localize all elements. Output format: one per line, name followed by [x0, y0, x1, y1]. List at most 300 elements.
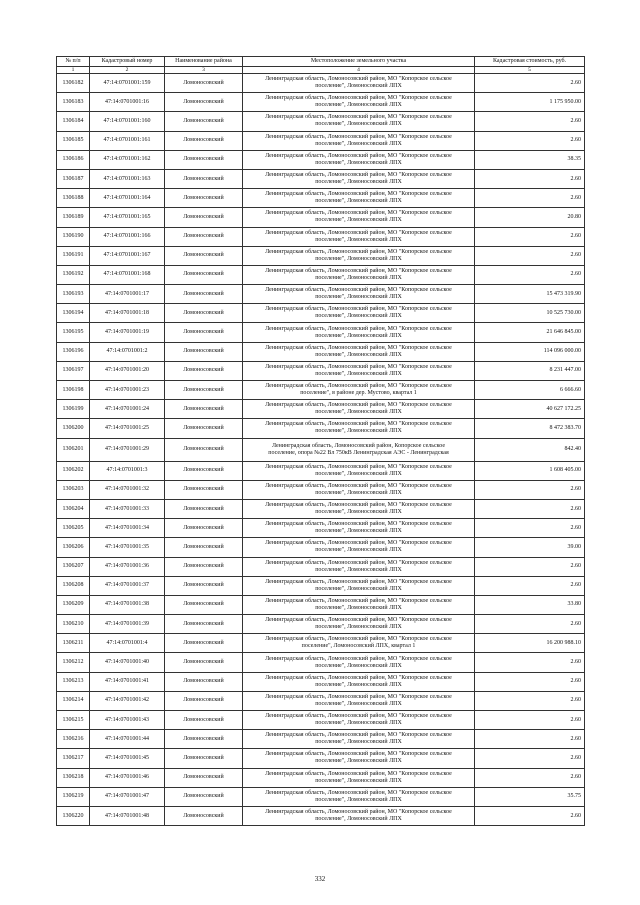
location-line-2: поселение", Ломоносовский ЛПХ [315, 662, 402, 669]
location-line-2: поселение", Ломоносовский ЛПХ [315, 121, 402, 128]
location-line-2: поселение", Ломоносовский ЛПХ [315, 159, 402, 166]
row-number: 1306212 [57, 653, 90, 672]
location-line-1: Ленинградская область, Ломоносовский район, МО "Копорское сельское [265, 578, 452, 585]
cadastral-value: 6 666.60 [475, 381, 585, 400]
location-line-1: Ленинградская область, Ломоносовский район, МО "Копорское сельское [265, 402, 452, 409]
location-line-1: Ленинградская область, Ломоносовский район, МО "Копорское сельское [265, 540, 452, 547]
location-line-1: Ленинградская область, Ломоносовский район, МО "Копорское сельское [265, 152, 452, 159]
cadastral-value: 21 646 845.00 [475, 323, 585, 342]
cadastral-number: 47:14:0701001:163 [90, 169, 165, 188]
location-line-2: поселение", Ломоносовский ЛПХ [315, 585, 402, 592]
cadastral-number: 47:14:0701001:18 [90, 304, 165, 323]
location-line-1: Ленинградская область, Ломоносовский район, МО "Копорское сельское [265, 502, 452, 509]
location-line-2: поселение", Ломоносовский ЛПХ [315, 547, 402, 554]
row-number: 1306189 [57, 208, 90, 227]
cadastral-value: 2.60 [475, 74, 585, 93]
location [243, 768, 475, 787]
location [243, 304, 475, 323]
location [243, 730, 475, 749]
location-line-1: Ленинградская область, Ломоносовский район, МО "Копорское сельское [265, 306, 452, 313]
table-row [57, 806, 585, 825]
row-number: 1306220 [57, 806, 90, 825]
table-row [57, 419, 585, 438]
cadastral-value: 2.60 [475, 265, 585, 284]
district-name: Ломоносовский [165, 672, 243, 691]
location-line-1: Ленинградская область, Ломоносовский район, МО "Копорское сельское [265, 172, 452, 179]
cadastral-value: 15 473 319.90 [475, 285, 585, 304]
row-number: 1306186 [57, 150, 90, 169]
district-name: Ломоносовский [165, 653, 243, 672]
cadastral-number: 47:14:0701001:33 [90, 499, 165, 518]
district-name: Ломоносовский [165, 227, 243, 246]
location-line-1: Ленинградская область, Ломоносовский район, МО "Копорское сельское [265, 770, 452, 777]
district-name: Ломоносовский [165, 381, 243, 400]
header-cadastral-number: Кадастровый номер [90, 57, 165, 67]
location-line-2: поселение", Ломоносовский ЛПХ [315, 777, 402, 784]
cadastral-number: 47:14:0701001:25 [90, 419, 165, 438]
header-number: № п/п [57, 57, 90, 67]
table-row [57, 74, 585, 93]
location [243, 538, 475, 557]
row-number: 1306218 [57, 768, 90, 787]
district-name: Ломоносовский [165, 342, 243, 361]
cadastral-number: 47:14:0701001:16 [90, 93, 165, 112]
table-row [57, 112, 585, 131]
location [243, 711, 475, 730]
row-number: 1306215 [57, 711, 90, 730]
location [243, 189, 475, 208]
cadastral-number: 47:14:0701001:159 [90, 74, 165, 93]
location [243, 806, 475, 825]
cadastral-number: 47:14:0701001:161 [90, 131, 165, 150]
location [243, 480, 475, 499]
district-name: Ломоносовский [165, 499, 243, 518]
table-row [57, 438, 585, 461]
row-number: 1306200 [57, 419, 90, 438]
row-number: 1306213 [57, 672, 90, 691]
page-number: 332 [314, 875, 326, 883]
location [243, 112, 475, 131]
row-number: 1306198 [57, 381, 90, 400]
location [243, 227, 475, 246]
location-line-2: поселение", Ломоносовский ЛПХ [315, 198, 402, 205]
district-name: Ломоносовский [165, 691, 243, 710]
location [243, 749, 475, 768]
cadastral-value: 2.60 [475, 499, 585, 518]
row-number: 1306185 [57, 131, 90, 150]
row-number: 1306191 [57, 246, 90, 265]
location [243, 150, 475, 169]
location-line-1: Ленинградская область, Ломоносовский район, МО "Копорское сельское [265, 210, 452, 217]
table-row [57, 246, 585, 265]
location-line-1: Ленинградская область, Ломоносовский район, МО "Копорское сельское [265, 133, 452, 140]
table-row [57, 480, 585, 499]
district-name: Ломоносовский [165, 189, 243, 208]
location-line-1: Ленинградская область, Ломоносовский район, МО "Копорское сельское [265, 789, 452, 796]
location-line-2: поселение", Ломоносовский ЛПХ [315, 351, 402, 358]
cadastral-number: 47:14:0701001:35 [90, 538, 165, 557]
location [243, 381, 475, 400]
location [243, 672, 475, 691]
district-name: Ломоносовский [165, 150, 243, 169]
header-index-3: 3 [165, 67, 243, 74]
cadastral-number: 47:14:0701001:38 [90, 595, 165, 614]
cadastral-value-table [56, 56, 585, 826]
district-name: Ломоносовский [165, 419, 243, 438]
row-number: 1306199 [57, 400, 90, 419]
location-line-2: поселение", Ломоносовский ЛПХ [315, 409, 402, 416]
location [243, 74, 475, 93]
table-row [57, 285, 585, 304]
cadastral-number: 47:14:0701001:32 [90, 480, 165, 499]
location [243, 595, 475, 614]
row-number: 1306209 [57, 595, 90, 614]
location-line-2: поселение", Ломоносовский ЛПХ [315, 370, 402, 377]
cadastral-value: 2.60 [475, 519, 585, 538]
table-row [57, 711, 585, 730]
location-line-2: поселение", Ломоносовский ЛПХ [315, 313, 402, 320]
cadastral-number: 47:14:0701001:3 [90, 461, 165, 480]
row-number: 1306217 [57, 749, 90, 768]
table-row [57, 653, 585, 672]
location [243, 691, 475, 710]
location-line-1: Ленинградская область, Ломоносовский район, МО "Копорское сельское [265, 809, 452, 816]
location-line-2: поселение", Ломоносовский ЛПХ [315, 140, 402, 147]
location [243, 323, 475, 342]
location-line-2: поселение", Ломоносовский ЛПХ [315, 236, 402, 243]
cadastral-number: 47:14:0701001:36 [90, 557, 165, 576]
location [243, 787, 475, 806]
cadastral-value: 35.75 [475, 787, 585, 806]
district-name: Ломоносовский [165, 595, 243, 614]
district-name: Ломоносовский [165, 461, 243, 480]
cadastral-value: 1 175 950.00 [475, 93, 585, 112]
row-number: 1306216 [57, 730, 90, 749]
row-number: 1306203 [57, 480, 90, 499]
table-row [57, 304, 585, 323]
location-line-1: Ленинградская область, Ломоносовский район, МО "Копорское сельское [265, 363, 452, 370]
table-row [57, 499, 585, 518]
table-row [57, 595, 585, 614]
location-line-1: Ленинградская область, Ломоносовский район, МО "Копорское сельское [265, 421, 452, 428]
location-line-2: поселение", в районе дер. Мустово, квартал 1 [300, 390, 417, 397]
table-row [57, 169, 585, 188]
row-number: 1306197 [57, 361, 90, 380]
cadastral-number: 47:14:0701001:41 [90, 672, 165, 691]
cadastral-value: 2.60 [475, 576, 585, 595]
district-name: Ломоносовский [165, 169, 243, 188]
row-number: 1306183 [57, 93, 90, 112]
cadastral-value: 39.00 [475, 538, 585, 557]
cadastral-value: 2.60 [475, 131, 585, 150]
table-row [57, 634, 585, 653]
cadastral-value: 8 472 383.70 [475, 419, 585, 438]
cadastral-number: 47:14:0701001:37 [90, 576, 165, 595]
district-name: Ломоносовский [165, 246, 243, 265]
location [243, 93, 475, 112]
header-index-1: 1 [57, 67, 90, 74]
location-line-2: поселение", Ломоносовский ЛПХ, квартал 1 [301, 643, 416, 650]
location-line-2: поселение", Ломоносовский ЛПХ [315, 332, 402, 339]
location [243, 169, 475, 188]
cadastral-number: 47:14:0701001:168 [90, 265, 165, 284]
cadastral-value: 2.60 [475, 691, 585, 710]
row-number: 1306190 [57, 227, 90, 246]
cadastral-value: 16 200 988.10 [475, 634, 585, 653]
table-row [57, 93, 585, 112]
location-line-2: поселение, опора №22 Вл 750кВ Ленинградская АЭС - Ленинградская [268, 449, 449, 456]
table-body [57, 74, 585, 826]
cadastral-value: 2.60 [475, 768, 585, 787]
location-line-2: поселение", Ломоносовский ЛПХ [315, 509, 402, 516]
cadastral-number: 47:14:0701001:165 [90, 208, 165, 227]
location [243, 342, 475, 361]
location-line-1: Ленинградская область, Ломоносовский район, МО "Копорское сельское [265, 617, 452, 624]
district-name: Ломоносовский [165, 615, 243, 634]
district-name: Ломоносовский [165, 519, 243, 538]
location-line-2: поселение", Ломоносовский ЛПХ [315, 294, 402, 301]
location-line-1: Ленинградская область, Ломоносовский район, МО "Копорское сельское [265, 114, 452, 121]
district-name: Ломоносовский [165, 438, 243, 461]
row-number: 1306195 [57, 323, 90, 342]
cadastral-number: 47:14:0701001:4 [90, 634, 165, 653]
location [243, 634, 475, 653]
district-name: Ломоносовский [165, 749, 243, 768]
row-number: 1306204 [57, 499, 90, 518]
cadastral-number: 47:14:0701001:40 [90, 653, 165, 672]
document-page [56, 56, 584, 826]
table-row [57, 557, 585, 576]
location-line-1: Ленинградская область, Ломоносовский район, МО "Копорское сельское [265, 521, 452, 528]
cadastral-number: 47:14:0701001:166 [90, 227, 165, 246]
cadastral-value: 2.60 [475, 711, 585, 730]
location-line-2: поселение", Ломоносовский ЛПХ [315, 566, 402, 573]
location-line-1: Ленинградская область, Ломоносовский район, МО "Копорское сельское [265, 463, 452, 470]
table-row [57, 381, 585, 400]
location-line-1: Ленинградская область, Ломоносовский район, МО "Копорское сельское [265, 95, 452, 102]
header-cadastral-value: Кадастровая стоимость, руб. [475, 57, 585, 67]
location-line-1: Ленинградская область, Ломоносовский район, МО "Копорское сельское [265, 732, 452, 739]
cadastral-number: 47:14:0701001:19 [90, 323, 165, 342]
row-number: 1306211 [57, 634, 90, 653]
cadastral-value: 842.40 [475, 438, 585, 461]
location-line-2: поселение", Ломоносовский ЛПХ [315, 102, 402, 109]
location-line-2: поселение", Ломоносовский ЛПХ [315, 274, 402, 281]
cadastral-number: 47:14:0701001:160 [90, 112, 165, 131]
location [243, 208, 475, 227]
location-line-1: Ленинградская область, Ломоносовский район, МО "Копорское сельское [265, 636, 452, 643]
location-line-2: поселение", Ломоносовский ЛПХ [315, 489, 402, 496]
cadastral-value: 2.60 [475, 615, 585, 634]
location-line-2: поселение", Ломоносовский ЛПХ [315, 604, 402, 611]
cadastral-value: 114 096 000.00 [475, 342, 585, 361]
cadastral-value: 2.60 [475, 653, 585, 672]
location [243, 400, 475, 419]
location-line-1: Ленинградская область, Ломоносовский район, МО "Копорское сельское [265, 344, 452, 351]
cadastral-value: 2.60 [475, 557, 585, 576]
row-number: 1306205 [57, 519, 90, 538]
row-number: 1306193 [57, 285, 90, 304]
table-row [57, 538, 585, 557]
district-name: Ломоносовский [165, 361, 243, 380]
cadastral-number: 47:14:0701001:20 [90, 361, 165, 380]
district-name: Ломоносовский [165, 711, 243, 730]
row-number: 1306219 [57, 787, 90, 806]
district-name: Ломоносовский [165, 634, 243, 653]
cadastral-value: 2.60 [475, 730, 585, 749]
location-line-1: Ленинградская область, Ломоносовский район, Копорское сельское [271, 442, 446, 449]
cadastral-value: 2.60 [475, 112, 585, 131]
location-line-2: поселение", Ломоносовский ЛПХ [315, 796, 402, 803]
header-index-2: 2 [90, 67, 165, 74]
header-index-4: 4 [243, 67, 475, 74]
table-row [57, 323, 585, 342]
location-line-2: поселение", Ломоносовский ЛПХ [315, 816, 402, 823]
row-number: 1306214 [57, 691, 90, 710]
table-row [57, 730, 585, 749]
cadastral-number: 47:14:0701001:39 [90, 615, 165, 634]
district-name: Ломоносовский [165, 265, 243, 284]
cadastral-number: 47:14:0701001:23 [90, 381, 165, 400]
location-line-1: Ленинградская область, Ломоносовский район, МО "Копорское сельское [265, 713, 452, 720]
location-line-1: Ленинградская область, Ломоносовский район, МО "Копорское сельское [265, 751, 452, 758]
location-line-2: поселение", Ломоносовский ЛПХ [315, 739, 402, 746]
cadastral-value: 1 608 405.00 [475, 461, 585, 480]
location-line-1: Ленинградская область, Ломоносовский район, МО "Копорское сельское [265, 229, 452, 236]
location-line-2: поселение", Ломоносовский ЛПХ [315, 179, 402, 186]
row-number: 1306208 [57, 576, 90, 595]
location [243, 461, 475, 480]
cadastral-number: 47:14:0701001:24 [90, 400, 165, 419]
district-name: Ломоносовский [165, 74, 243, 93]
location-line-1: Ленинградская область, Ломоносовский район, МО "Копорское сельское [265, 383, 452, 390]
district-name: Ломоносовский [165, 768, 243, 787]
district-name: Ломоносовский [165, 557, 243, 576]
table-row [57, 400, 585, 419]
location [243, 499, 475, 518]
location-line-2: поселение", Ломоносовский ЛПХ [315, 83, 402, 90]
cadastral-value: 10 525 730.00 [475, 304, 585, 323]
location-line-1: Ленинградская область, Ломоносовский район, МО "Копорское сельское [265, 597, 452, 604]
row-number: 1306182 [57, 74, 90, 93]
district-name: Ломоносовский [165, 538, 243, 557]
district-name: Ломоносовский [165, 93, 243, 112]
location [243, 576, 475, 595]
cadastral-number: 47:14:0701001:46 [90, 768, 165, 787]
district-name: Ломоносовский [165, 400, 243, 419]
row-number: 1306201 [57, 438, 90, 461]
location-line-2: поселение", Ломоносовский ЛПХ [315, 470, 402, 477]
location-line-1: Ленинградская область, Ломоносовский район, МО "Копорское сельское [265, 287, 452, 294]
cadastral-value: 2.60 [475, 672, 585, 691]
row-number: 1306206 [57, 538, 90, 557]
district-name: Ломоносовский [165, 285, 243, 304]
location-line-2: поселение", Ломоносовский ЛПХ [315, 681, 402, 688]
header-district: Наименование района [165, 57, 243, 67]
table-row [57, 265, 585, 284]
location-line-1: Ленинградская область, Ломоносовский район, МО "Копорское сельское [265, 325, 452, 332]
location-line-2: поселение", Ломоносовский ЛПХ [315, 700, 402, 707]
cadastral-value: 40 627 172.25 [475, 400, 585, 419]
cadastral-number: 47:14:0701001:48 [90, 806, 165, 825]
cadastral-value: 2.60 [475, 189, 585, 208]
cadastral-number: 47:14:0701001:42 [90, 691, 165, 710]
district-name: Ломоносовский [165, 304, 243, 323]
table-row [57, 519, 585, 538]
cadastral-number: 47:14:0701001:44 [90, 730, 165, 749]
table-row [57, 227, 585, 246]
location-line-1: Ленинградская область, Ломоносовский район, МО "Копорское сельское [265, 191, 452, 198]
location [243, 246, 475, 265]
cadastral-value: 38.35 [475, 150, 585, 169]
table-row [57, 768, 585, 787]
row-number: 1306202 [57, 461, 90, 480]
location [243, 285, 475, 304]
location-line-1: Ленинградская область, Ломоносовский район, МО "Копорское сельское [265, 674, 452, 681]
cadastral-value: 2.60 [475, 480, 585, 499]
cadastral-value: 8 231 447.00 [475, 361, 585, 380]
location-line-1: Ленинградская область, Ломоносовский район, МО "Копорское сельское [265, 76, 452, 83]
cadastral-value: 33.80 [475, 595, 585, 614]
row-number: 1306187 [57, 169, 90, 188]
header-index-5: 5 [475, 67, 585, 74]
location-line-2: поселение", Ломоносовский ЛПХ [315, 758, 402, 765]
cadastral-number: 47:14:0701001:17 [90, 285, 165, 304]
row-number: 1306192 [57, 265, 90, 284]
location [243, 653, 475, 672]
cadastral-number: 47:14:0701001:2 [90, 342, 165, 361]
location [243, 519, 475, 538]
district-name: Ломоносовский [165, 480, 243, 499]
location-line-1: Ленинградская область, Ломоносовский район, МО "Копорское сельское [265, 559, 452, 566]
table-row [57, 131, 585, 150]
row-number: 1306196 [57, 342, 90, 361]
location-line-1: Ленинградская область, Ломоносовский район, МО "Копорское сельское [265, 248, 452, 255]
cadastral-number: 47:14:0701001:167 [90, 246, 165, 265]
district-name: Ломоносовский [165, 208, 243, 227]
table-row [57, 208, 585, 227]
table-row [57, 361, 585, 380]
location-line-2: поселение", Ломоносовский ЛПХ [315, 255, 402, 262]
cadastral-value: 2.60 [475, 227, 585, 246]
row-number: 1306207 [57, 557, 90, 576]
cadastral-number: 47:14:0701001:47 [90, 787, 165, 806]
location-line-1: Ленинградская область, Ломоносовский район, МО "Копорское сельское [265, 655, 452, 662]
location-line-2: поселение", Ломоносовский ЛПХ [315, 528, 402, 535]
cadastral-value: 20.80 [475, 208, 585, 227]
table-row [57, 189, 585, 208]
district-name: Ломоносовский [165, 131, 243, 150]
district-name: Ломоносовский [165, 576, 243, 595]
row-number: 1306184 [57, 112, 90, 131]
location-line-2: поселение", Ломоносовский ЛПХ [315, 217, 402, 224]
row-number: 1306194 [57, 304, 90, 323]
location [243, 419, 475, 438]
location-line-1: Ленинградская область, Ломоносовский район, МО "Копорское сельское [265, 693, 452, 700]
district-name: Ломоносовский [165, 787, 243, 806]
location [243, 265, 475, 284]
cadastral-number: 47:14:0701001:45 [90, 749, 165, 768]
cadastral-value: 2.60 [475, 806, 585, 825]
location [243, 615, 475, 634]
location-line-2: поселение", Ломоносовский ЛПХ [315, 720, 402, 727]
district-name: Ломоносовский [165, 112, 243, 131]
row-number: 1306210 [57, 615, 90, 634]
table-row [57, 672, 585, 691]
table-row [57, 150, 585, 169]
district-name: Ломоносовский [165, 323, 243, 342]
location-line-2: поселение", Ломоносовский ЛПХ [315, 428, 402, 435]
